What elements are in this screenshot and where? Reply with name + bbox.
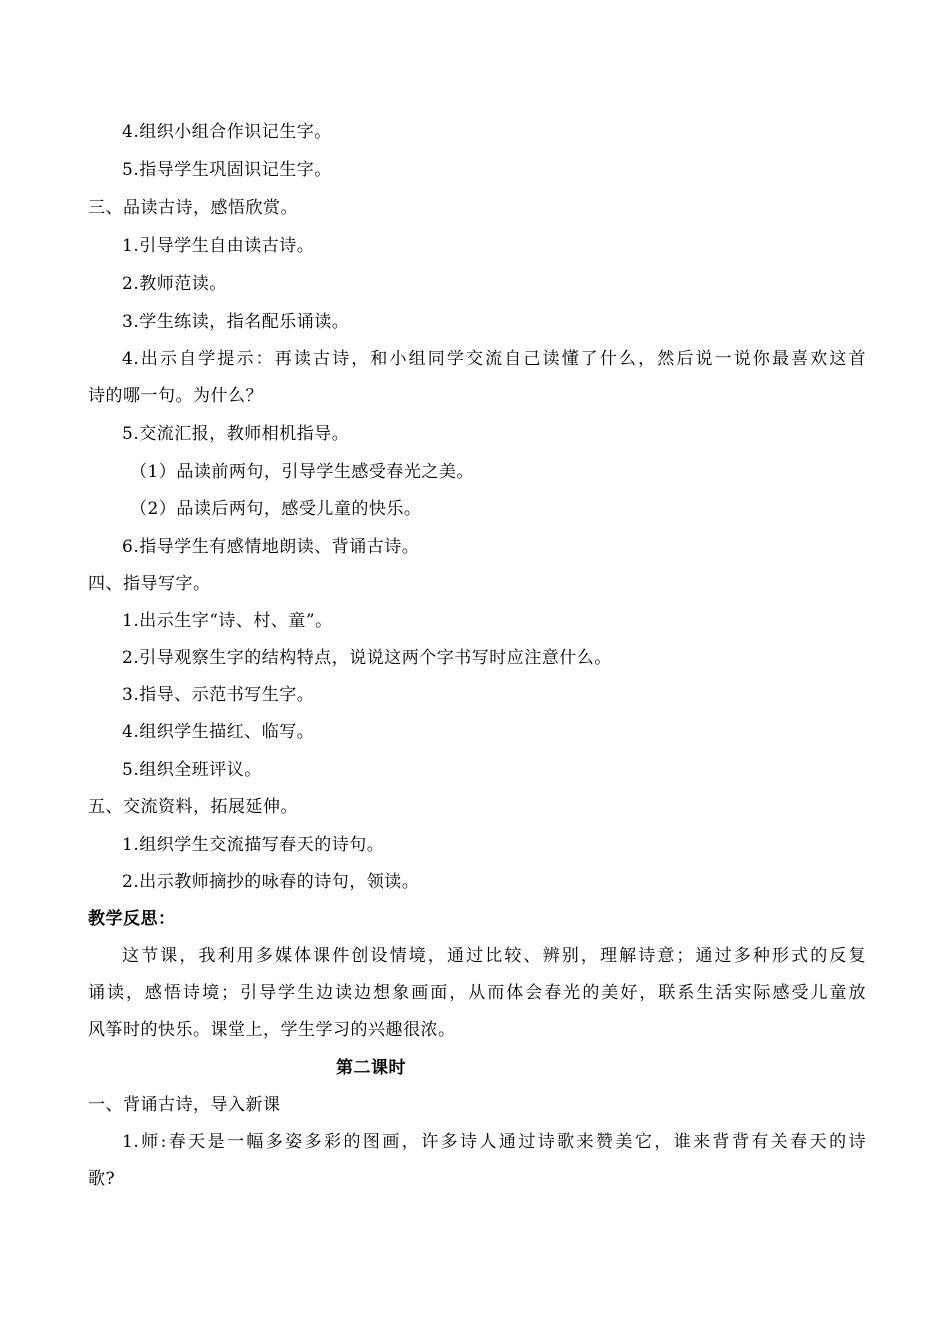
writing-step-3: 3.指导、示范书写生字。 [122, 685, 315, 705]
sub-step-1: （1）品读前两句，引导学生感受春光之美。 [130, 462, 474, 482]
sub-step-2: （2）品读后两句，感受儿童的快乐。 [130, 499, 422, 519]
step-4-group-memorize: 4.组织小组合作识记生字。 [122, 122, 332, 142]
lesson-2-section-1-heading: 一、背诵古诗，导入新课 [88, 1095, 281, 1115]
reflection-heading: 教学反思： [88, 909, 176, 929]
reflection-paragraph-line-1: 这节课，我利用多媒体课件创设情境，通过比较、辨别，理解诗意；通过多种形式的反复 [122, 946, 866, 966]
section-5-heading: 五、交流资料，拓展延伸。 [88, 797, 298, 817]
reflection-paragraph-line-2: 诵读，感悟诗境；引导学生边读边想象画面，从而体会春光的美好，联系生活实际感受儿童放 [88, 983, 866, 1003]
step-3-practice-reading: 3.学生练读，指名配乐诵读。 [122, 312, 350, 332]
extension-step-1: 1.组织学生交流描写春天的诗句。 [122, 835, 385, 855]
reflection-paragraph-line-3: 风筝时的快乐。课堂上，学生学习的兴趣很浓。 [88, 1020, 456, 1040]
lesson-2-step-1: 1.师:春天是一幅多姿多彩的图画，许多诗人通过诗歌来赞美它，谁来背背有关春天的诗 [122, 1132, 866, 1152]
step-4-self-study-prompt-cont: 诗的哪一句。为什么？ [88, 386, 263, 406]
step-5-consolidate: 5.指导学生巩固识记生字。 [122, 160, 332, 180]
section-3-heading: 三、品读古诗，感悟欣赏。 [88, 198, 298, 218]
step-6-recite: 6.指导学生有感情地朗读、背诵古诗。 [122, 537, 420, 557]
step-1-free-reading: 1.引导学生自由读古诗。 [122, 236, 315, 256]
writing-step-1: 1.出示生字“诗、村、童”。 [122, 611, 333, 631]
writing-step-4: 4.组织学生描红、临写。 [122, 722, 315, 742]
section-4-heading: 四、指导写字。 [88, 574, 211, 594]
writing-step-2: 2.引导观察生字的结构特点，说说这两个字书写时应注意什么。 [122, 648, 612, 668]
lesson-2-step-1-cont: 歌? [88, 1169, 116, 1189]
extension-step-2: 2.出示教师摘抄的咏春的诗句，领读。 [122, 872, 420, 892]
writing-step-5: 5.组织全班评议。 [122, 760, 262, 780]
lesson-2-title: 第二课时 [336, 1058, 406, 1078]
step-5-report: 5.交流汇报，教师相机指导。 [122, 424, 350, 444]
step-4-self-study-prompt: 4.出示自学提示：再读古诗，和小组同学交流自己读懂了什么，然后说一说你最喜欢这首 [122, 349, 866, 369]
step-2-model-reading: 2.教师范读。 [122, 274, 227, 294]
